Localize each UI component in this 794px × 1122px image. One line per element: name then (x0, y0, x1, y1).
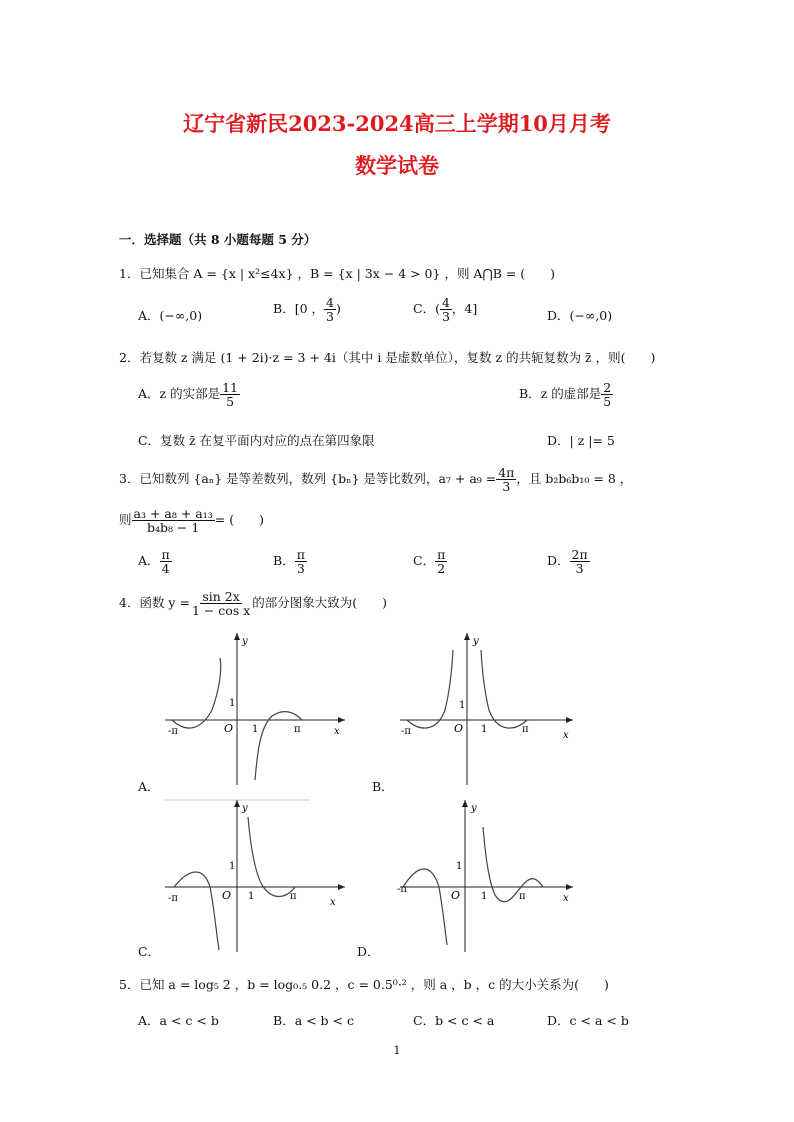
q2-option-a-fraction (220, 381, 240, 408)
q3-option-a-label: A． (138, 553, 160, 569)
q2-option-a[interactable] (138, 381, 240, 408)
question-1 (119, 264, 555, 282)
graph-a[interactable] (160, 628, 350, 788)
q5-option-b[interactable] (273, 1011, 354, 1029)
graph-b[interactable] (395, 628, 585, 788)
graph-a-origin-label: O (224, 722, 234, 735)
q1-option-b-num: 4 (326, 295, 334, 310)
graph-d-neg-pi-label: -π (397, 884, 407, 895)
q1-option-b-pre: [0 ， (294, 301, 324, 317)
q3-option-d[interactable] (547, 548, 590, 575)
q3-option-c-label: C． (413, 553, 436, 569)
q3-option-b-den: 3 (296, 561, 305, 577)
graph-d-origin-label: O (451, 889, 461, 902)
question-3-stem-equation: a₇ + a₉ = (438, 471, 497, 487)
q2-option-b[interactable] (519, 381, 613, 408)
graph-b-x-label: x (563, 730, 569, 741)
q3-option-b-label: B． (273, 553, 295, 569)
q1-option-d[interactable] (547, 306, 612, 324)
graph-d-one-y-label: 1 (456, 861, 463, 872)
question-3-line2-den: b₄b₈ − 1 (146, 520, 200, 536)
q5-option-c-text: b < c < a (435, 1013, 495, 1028)
graph-d-one-x-label: 1 (481, 891, 488, 902)
q2-option-b-label: B． (519, 386, 541, 402)
question-3-line2 (119, 507, 264, 534)
q4-option-a[interactable]: A． (138, 779, 160, 794)
q2-option-b-pre: z 的虚部是 (540, 386, 602, 402)
graph-b-neg-pi-label: -π (401, 726, 411, 737)
page-number: 1 (393, 1044, 401, 1057)
graph-a-one-x-label: 1 (252, 724, 259, 735)
q2-option-c-label: C． (138, 433, 161, 448)
q2-option-a-num: 11 (222, 380, 238, 395)
q3-option-c-num: π (437, 547, 446, 562)
q1-option-c-pre: ( (435, 301, 440, 317)
graph-b-origin-label: O (454, 722, 464, 735)
question-3-line2-pre: 则 (119, 512, 132, 528)
q2-option-b-num: 2 (603, 380, 612, 395)
q3-option-a[interactable] (138, 548, 172, 575)
q5-option-a-label: A． (138, 1013, 160, 1028)
q3-option-d-fraction (570, 548, 590, 575)
graph-a-x-label: x (334, 726, 340, 737)
q1-option-a-label: A． (138, 308, 160, 323)
q2-option-d-label: D． (547, 433, 570, 448)
section-heading: 一．选择题（共 8 小题每题 5 分） (119, 232, 317, 247)
question-3-stem-part2: ，且 b₂b₆b₁₀ = 8 ， (516, 471, 633, 487)
q3-option-d-num: 2π (571, 547, 588, 562)
q5-option-d-label: D． (547, 1013, 570, 1028)
q1-option-c-num: 4 (441, 295, 450, 310)
q2-option-a-label: A． (138, 386, 160, 402)
q5-option-d[interactable] (547, 1011, 629, 1029)
q1-option-c-post: ，4] (451, 301, 478, 317)
graph-c[interactable] (160, 795, 350, 955)
graph-c-origin-label: O (222, 889, 232, 902)
q5-option-b-text: a < b < c (294, 1013, 354, 1028)
question-2-number: 2． (119, 350, 140, 365)
q2-option-a-den: 5 (226, 394, 235, 410)
q1-option-b-den: 3 (326, 309, 334, 325)
question-5 (119, 975, 609, 993)
q2-option-b-den: 5 (603, 394, 612, 410)
q5-option-d-text: c < a < b (569, 1013, 629, 1028)
q3-option-c-den: 2 (437, 561, 446, 577)
q3-option-a-den: 4 (161, 561, 170, 577)
graph-b-pi-label: π (522, 724, 529, 735)
graph-c-x-label: x (330, 897, 336, 908)
question-2 (119, 348, 655, 366)
question-4-stem-post: 的部分图象大致为( ) (252, 595, 388, 611)
graph-d-y-label: y (471, 803, 477, 814)
q1-option-c-fraction (440, 296, 452, 323)
q1-option-b-fraction (324, 296, 336, 323)
graph-b-one-x-label: 1 (481, 724, 488, 735)
question-2-stem: 若复数 z 满足 (1 + 2i)·z = 3 + 4i（其中 i 是虚数单位），复数 z 的共轭复数为 z̄ ，则( ) (139, 350, 656, 365)
q3-option-a-num: π (161, 547, 170, 562)
q1-option-b-label: B． (273, 301, 295, 317)
question-3-stem-num: 4π (498, 465, 515, 480)
graph-c-one-x-label: 1 (248, 891, 255, 902)
graph-b-one-y-label: 1 (459, 700, 466, 711)
question-4-stem-pre: 函数 y = (139, 595, 190, 611)
exam-title: 辽宁省新民2023-2024高三上学期10月月考 (183, 111, 611, 136)
question-5-number: 5． (119, 977, 140, 992)
graph-a-pi-label: π (294, 724, 301, 735)
graph-d[interactable] (395, 795, 585, 955)
question-3-line2-num: a₃ + a₈ + a₁₃ (133, 506, 213, 521)
q1-option-c[interactable] (413, 296, 477, 323)
graph-c-one-y-label: 1 (229, 861, 236, 872)
question-3-line2-fraction (132, 507, 215, 534)
question-3-stem-den: 3 (502, 479, 511, 495)
q5-option-a[interactable] (138, 1011, 219, 1029)
q5-option-b-label: B． (273, 1013, 295, 1028)
question-3-line2-post: = ( ) (214, 512, 264, 528)
exam-subtitle: 数学试卷 (355, 153, 439, 178)
q1-option-b-post: ) (335, 301, 341, 317)
q1-option-a-text: (−∞,0) (159, 308, 203, 323)
q3-option-d-label: D． (547, 553, 570, 569)
q2-option-a-pre: z 的实部是 (159, 386, 221, 402)
graph-d-x-label: x (563, 893, 569, 904)
q3-option-d-den: 3 (575, 561, 584, 577)
graph-b-y-label: y (473, 636, 479, 647)
q2-option-c[interactable] (138, 431, 375, 449)
q2-option-d-text: | z |= 5 (569, 433, 615, 448)
q4-option-d[interactable]: D． (357, 944, 380, 959)
question-3-stem-part1: 已知数列 {aₙ} 是等差数列，数列 {bₙ} 是等比数列， (139, 471, 439, 487)
q1-option-d-text: (−∞,0) (569, 308, 613, 323)
q2-option-c-text: 复数 z̄ 在复平面内对应的点在第四象限 (160, 433, 375, 448)
q3-option-c[interactable] (413, 548, 447, 575)
question-3-stem-fraction (496, 466, 516, 493)
question-1-number: 1． (119, 266, 140, 281)
q3-option-c-fraction (435, 548, 447, 575)
q1-option-c-den: 3 (441, 309, 450, 325)
graph-c-y-label: y (242, 803, 248, 814)
question-4 (119, 590, 387, 617)
q3-option-a-fraction (160, 548, 172, 575)
q5-option-c[interactable] (413, 1011, 494, 1029)
question-3 (119, 466, 632, 493)
question-1-stem: 已知集合 A = {x | x²≤4x} ，B = {x | 3x − 4 > 0} ，则 A⋂B = ( ) (139, 266, 556, 281)
q3-option-b[interactable] (273, 548, 307, 575)
graph-a-one-y-label: 1 (229, 698, 236, 709)
q5-option-c-label: C． (413, 1013, 436, 1028)
question-4-stem-fraction (190, 590, 252, 617)
q3-option-b-fraction (295, 548, 307, 575)
graph-c-pi-label: π (290, 891, 297, 902)
question-4-number: 4． (119, 595, 140, 611)
graph-d-pi-label: π (519, 891, 526, 902)
question-3-number: 3． (119, 471, 140, 487)
question-4-stem-num: sin 2x (202, 589, 240, 604)
q4-option-b[interactable]: B． (372, 779, 394, 794)
q5-option-a-text: a < c < b (159, 1013, 219, 1028)
graph-a-y-label: y (242, 636, 248, 647)
q1-option-b[interactable] (273, 296, 341, 323)
question-5-stem: 已知 a = log₅ 2 ，b = log₀.₅ 0.2 ，c = 0.5⁰·² ，则 a ，b ，c 的大小关系为( ) (139, 977, 609, 992)
q1-option-d-label: D． (547, 308, 570, 323)
q2-option-b-fraction (601, 381, 613, 408)
q4-option-c[interactable]: C． (138, 944, 161, 959)
question-4-stem-den: 1 − cos x (191, 603, 251, 619)
q1-option-a[interactable] (138, 306, 202, 324)
graph-a-neg-pi-label: -π (168, 726, 178, 737)
graph-c-neg-pi-label: -π (168, 893, 178, 904)
q2-option-d[interactable] (547, 431, 615, 449)
q1-option-c-label: C． (413, 301, 436, 317)
q3-option-b-num: π (296, 547, 305, 562)
